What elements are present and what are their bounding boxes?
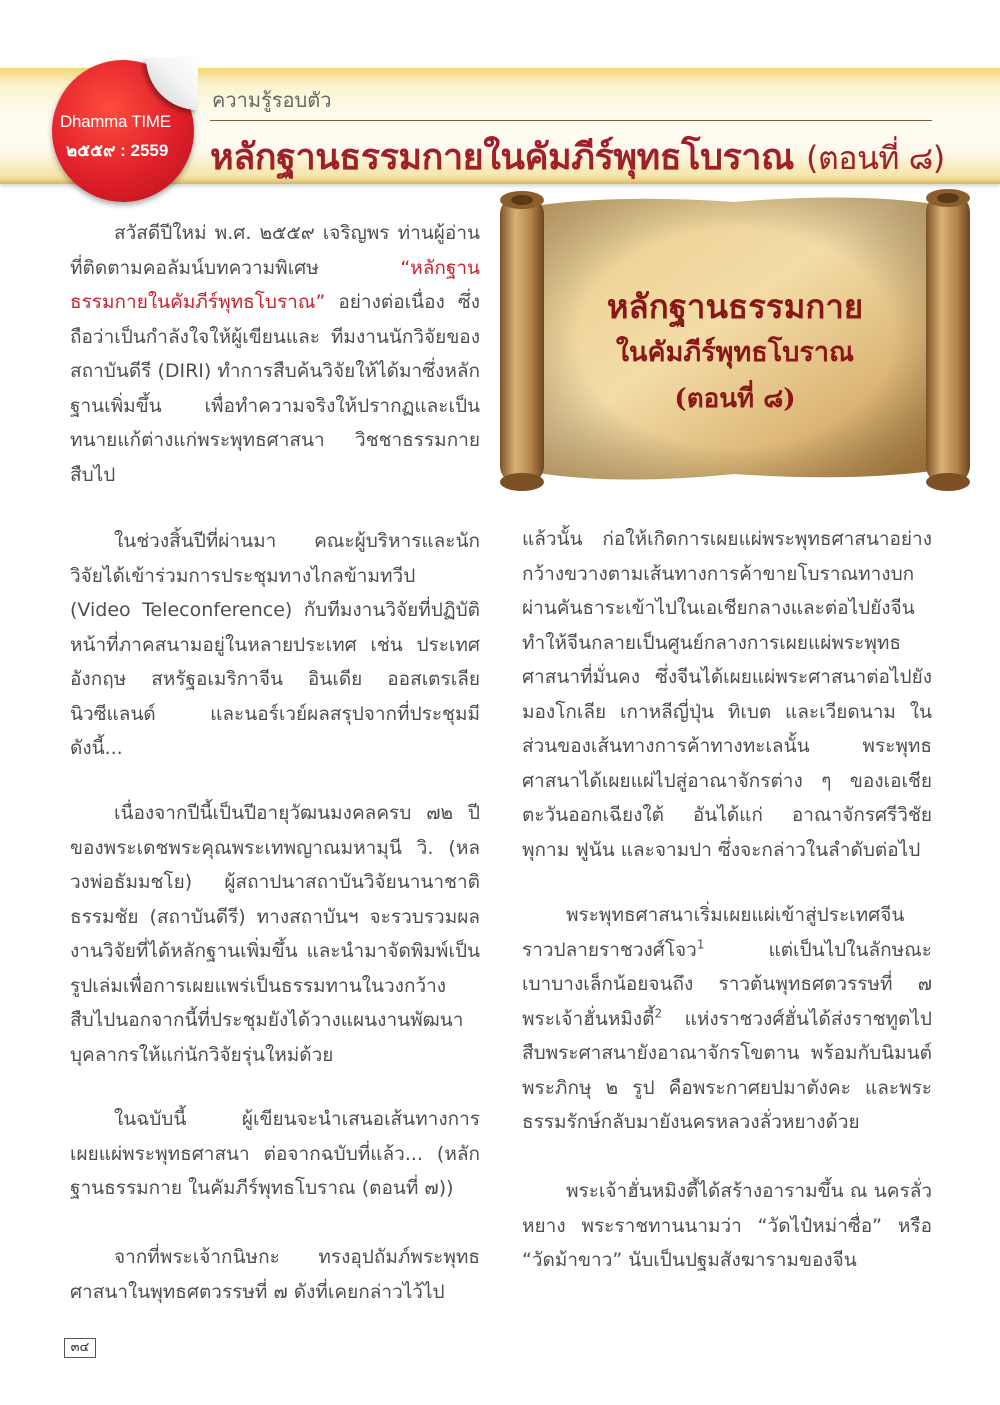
paragraph-meeting: ในช่วงสิ้นปีที่ผ่านมา คณะผู้บริหารและนักวิจัยได้เข้าร่วมการประชุมทางไกลข้ามทวีป (Video Teleconference) กับทีมงานวิจัยที่ปฏิบัติหน้าที่ภาคสนามอยู่ในหลายประเทศ เช่น ประเทศอังกฤษ สหรัฐอเมริกาจีน อินเดีย ออสเตรเลีย นิวซีแลนด์ และนอร์เวย์ผลสรุปจากที่ประชุมมีดังนี้...	[70, 530, 480, 759]
paragraph-intro: สวัสดีปีใหม่ พ.ศ. ๒๕๕๙ เจริญพร ท่านผู้อ่านที่ติดตามคอลัมน์บทความพิเศษ “หลักฐานธรรมกายในคัมภีร์พุทธโบราณ” อย่างต่อเนื่อง ซึ่งถือว่าเป็นกำลังใจให้ผู้เขียนและ ทีมงานนักวิจัยของสถาบันดีรี (DIRI) ทำการสืบค้นวิจัยให้ได้มาซึ่งหลักฐานเพิ่มขึ้น เพื่อทำความจริงให้ปรากฏและเป็นทนายแก้ต่างแก่พระพุทธศาสนา วิชชาธรรมกาย สืบไป	[70, 222, 480, 486]
paragraph-kanishka: จากที่พระเจ้ากนิษกะ ทรงอุปถัมภ์พระพุทธศาสนาในพุทธศตวรรษที่ ๗ ดังที่เคยกล่าวไว้ไป	[70, 1246, 480, 1303]
footnote-2: 2	[654, 1006, 663, 1021]
section-label: ความรู้รอบตัว	[212, 88, 332, 112]
badge-brand: Dhamma TIME	[60, 112, 171, 131]
column-name-highlight: “หลักฐานธรรมกายในคัมภีร์พุทธโบราณ”	[70, 256, 480, 313]
badge-year: ๒๕๕๙ : 2559	[66, 141, 169, 160]
footnote-1: 1	[696, 937, 705, 952]
scroll-title-line2: ในคัมภีร์พุทธโบราณ	[615, 337, 855, 368]
paragraph-anniversary: เนื่องจากปีนี้เป็นปีอายุวัฒนมงคลครบ ๗๒ ปี ของพระเดชพระคุณพระเทพญาณมหามุนี วิ. (หลวงพ่อธัมมชโย) ผู้สถาปนาสถาบันวิจัยนานาชาติธรรมชัย (สถาบันดีรี) ทางสถาบันฯ จะรวบรวมผลงานวิจัยที่ได้หลักฐานเพิ่มขึ้น และนำมาจัดพิมพ์เป็นรูปเล่มเพื่อการเผยแพร่เป็นธรรมทานในวงกว้างสืบไปนอกจากนี้ที่ประชุมยังได้วางแผนงานพัฒนาบุคลากรให้แก่นักวิจัยรุ่นใหม่ด้วย	[70, 802, 480, 1066]
paragraph-white-horse-temple: พระเจ้าฮั่นหมิงตี้ได้สร้างอารามขึ้น ณ นครลั่วหยาง พระราชทานนามว่า “วัดไป๋หม่าซื่อ” หรือ “วัดม้าขาว” นับเป็นปฐมสังฆารามของจีน	[522, 1180, 932, 1271]
title-episode: (ตอนที่ ๘)	[805, 139, 945, 177]
paragraph-this-issue: ในฉบับนี้ ผู้เขียนจะนำเสนอเส้นทางการเผยแผ่พระพุทธศาสนา ต่อจากฉบับที่แล้ว... (หลักฐานธรรมกาย ในคัมภีร์พุทธโบราณ (ตอนที่ ๗))	[70, 1108, 480, 1199]
page-number: ๓๔	[64, 1338, 96, 1358]
paragraph-china: พระพุทธศาสนาเริ่มเผยแผ่เข้าสู่ประเทศจีนราวปลายราชวงศ์โจว$^1$ แต่เป็นไปในลักษณะเบาบางเล็กน้อยจนถึง ราวต้นพุทธศตวรรษที่ ๗ พระเจ้าฮั่นหมิงตี้$^2$ แห่งราชวงศ์ฮั่นได้ส่งราชทูตไปสืบพระศาสนายังอาณาจักรโขตาน พร้อมกับนิมนต์พระภิกษุ ๒ รูป คือพระกาศยปมาตังคะ และพระธรรมรักษ์กลับมายังนครหลวงลั่วหยางด้วย	[522, 904, 932, 1133]
paragraph-trade-routes: แล้วนั้น ก่อให้เกิดการเผยแผ่พระพุทธศาสนาอย่างกว้างขวางตามเส้นทางการค้าขายโบราณทางบกผ่านคันธาระเข้าไปในเอเชียกลางและต่อไปยังจีน ทำให้จีนกลายเป็นศูนย์กลางการเผยแผ่พระพุทธศาสนาที่มั่นคง ซึ่งจีนได้เผยแผ่พระศาสนาต่อไปยังมองโกเลีย เกาหลีญี่ปุ่น ทิเบต และเวียดนาม ในส่วนของเส้นทางการค้าทางทะเลนั้น พระพุทธศาสนาได้เผยแผ่ไปสู่อาณาจักรต่าง ๆ ของเอเชียตะวันออกเฉียงใต้ อันได้แก่ อาณาจักรศรีวิชัย พุกาม ฟูนัน และจามปา ซึ่งจะกล่าวในลำดับต่อไป	[522, 528, 932, 861]
scroll-title-line1: หลักฐานธรรมกาย	[606, 287, 864, 326]
header-divider	[210, 120, 932, 121]
page-title	[210, 128, 945, 185]
title-text: หลักฐานธรรมกายในคัมภีร์พุทธโบราณ	[210, 137, 794, 178]
scroll-title-line3: (ตอนที่ ๘)	[674, 384, 796, 414]
parchment-scroll-image	[494, 188, 976, 492]
